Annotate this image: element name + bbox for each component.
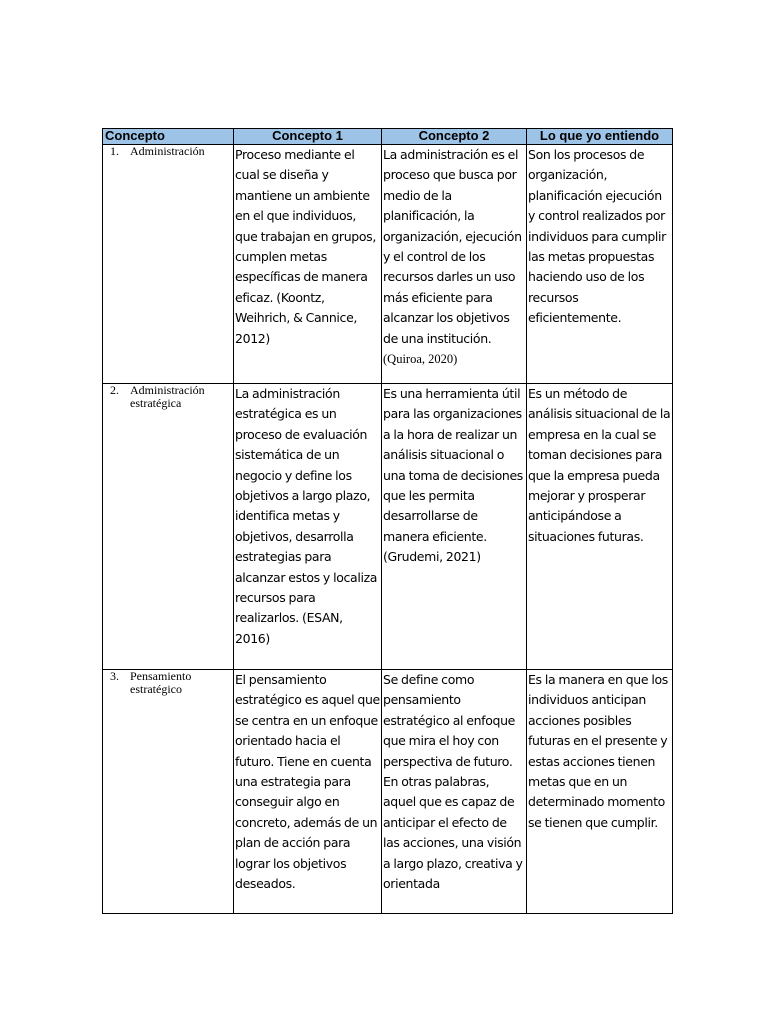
concept-name: Pensamiento estratégico xyxy=(130,669,192,696)
table-row xyxy=(103,670,673,914)
header-concepto-1: Concepto 1 xyxy=(234,129,382,145)
own-understanding-cell: Es un método de análisis situacional de la empresa en la cual se toman decisiones para que la empresa pueda mejorar y prosperar anticipándose a situaciones futuras. xyxy=(527,384,673,670)
definition-1-cell: Proceso mediante el cual se diseña y mantiene un ambiente en el que individuos, que trabajan en grupos, cumplen metas específicas de manera eficaz. (Koontz, Weihrich, & Cannice, 2012) xyxy=(234,145,382,384)
definition-2-cell: Es una herramienta útil para las organizaciones a la hora de realizar un análisis situacional o una toma de decisiones que les permita desarrollarse de manera eficiente. (Grudemi, 2021) xyxy=(382,384,527,670)
concepts-table xyxy=(102,128,673,914)
own-understanding-cell: Es la manera en que los individuos anticipan acciones posibles futuras en el presente y estas acciones tienen metas que en un determinado momento se tienen que cumplir. xyxy=(527,670,673,914)
header-concepto-2: Concepto 2 xyxy=(382,129,527,145)
definition-1-cell: La administración estratégica es un proceso de evaluación sistemática de un negocio y define los objetivos a largo plazo, identifica metas y objetivos, desarrolla estrategias para alcanzar estos y localiza recursos para realizarlos. (ESAN, 2016) xyxy=(234,384,382,670)
concept-cell xyxy=(103,384,234,670)
concept-name: Administración xyxy=(130,144,205,158)
row-number: 2. xyxy=(110,383,119,397)
header-lo-que-yo-entiendo: Lo que yo entiendo xyxy=(527,129,673,145)
definition-2-cell: Se define como pensamiento estratégico al enfoque que mira el hoy con perspectiva de futuro. En otras palabras, aquel que es capaz de anticipar el efecto de las acciones, una visión a largo plazo, creativa y orientada xyxy=(382,670,527,914)
concept-cell xyxy=(103,145,234,384)
table-row xyxy=(103,145,673,384)
own-understanding-cell: Son los procesos de organización, planificación ejecución y control realizados por individuos para cumplir las metas propuestas haciendo uso de los recursos eficientemente. xyxy=(527,145,673,384)
definition-2-citation: (Quiroa, 2020) xyxy=(383,352,458,367)
table-header-row xyxy=(103,129,673,145)
row-number: 3. xyxy=(110,669,119,683)
table-row xyxy=(103,384,673,670)
concept-cell xyxy=(103,670,234,914)
definition-1-cell: El pensamiento estratégico es aquel que se centra en un enfoque orientado hacia el futuro. Tiene en cuenta una estrategia para conseguir algo en concreto, además de un plan de acción para lograr los objetivos deseados. xyxy=(234,670,382,914)
definition-2-cell xyxy=(382,145,527,384)
row-number: 1. xyxy=(110,144,119,158)
definition-2-text: La administración es el proceso que busca por medio de la planificación, la organización, ejecución y el control de los recursos darles un uso más eficiente para alcanzar los objetivos de una institución. xyxy=(383,147,522,346)
concept-name: Administración estratégica xyxy=(130,383,205,410)
header-concepto: Concepto xyxy=(103,129,234,145)
